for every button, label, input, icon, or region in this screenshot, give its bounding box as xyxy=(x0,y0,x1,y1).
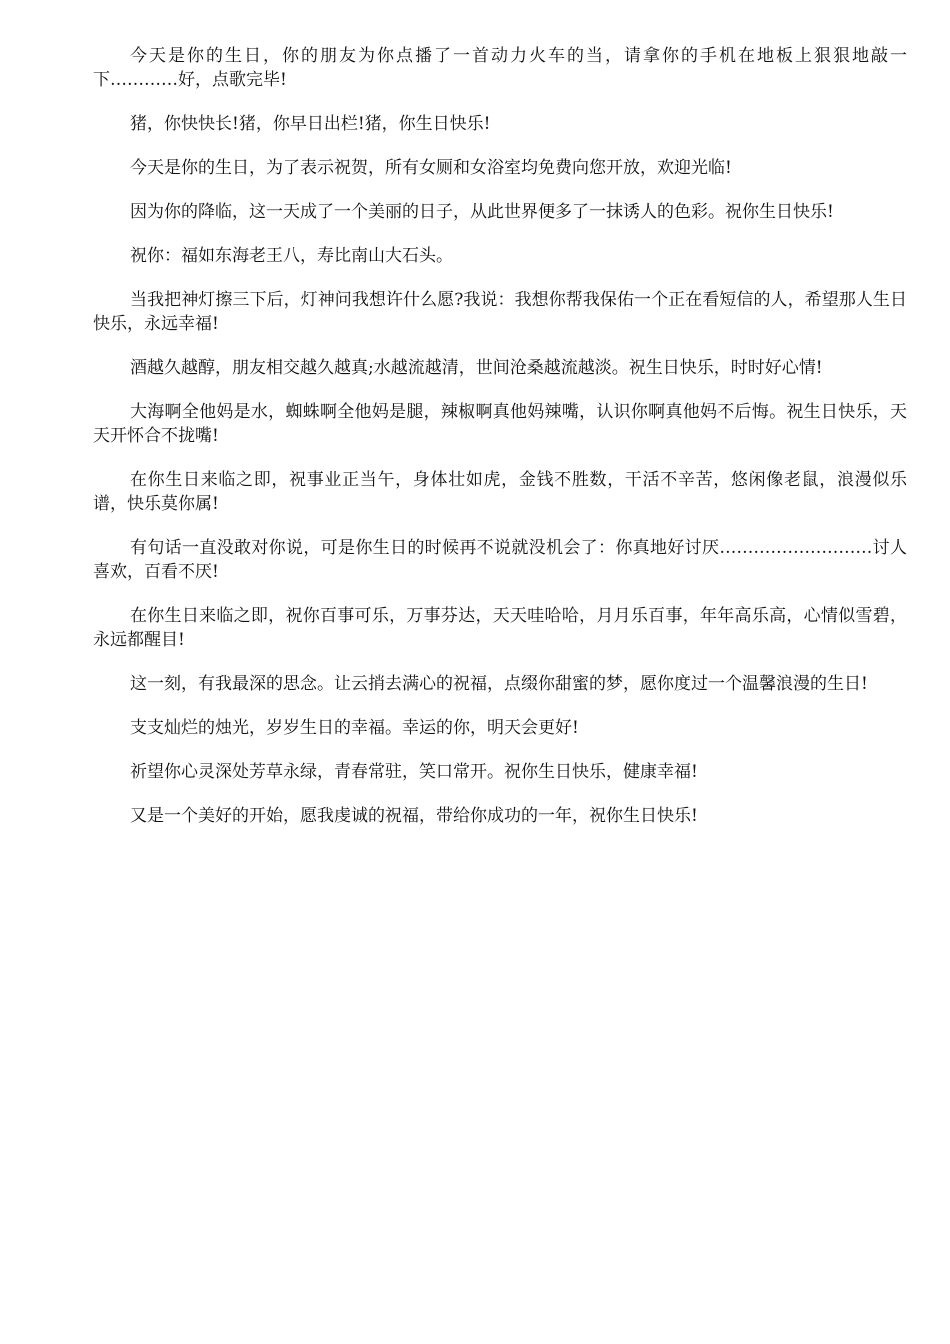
paragraph: 大海啊全他妈是水，蜘蛛啊全他妈是腿，辣椒啊真他妈辣嘴，认识你啊真他妈不后悔。祝生日快乐，天天开怀合不拢嘴! xyxy=(93,402,907,446)
document-page xyxy=(93,44,907,848)
paragraph: 这一刻，有我最深的思念。让云捎去满心的祝福，点缀你甜蜜的梦，愿你度过一个温馨浪漫的生日! xyxy=(130,674,868,694)
paragraph: 今天是你的生日，你的朋友为你点播了一首动力火车的当，请拿你的手机在地板上狠狠地敲一下…………好，点歌完毕! xyxy=(93,46,907,90)
paragraph: 又是一个美好的开始，愿我虔诚的祝福，带给你成功的一年，祝你生日快乐! xyxy=(130,806,698,826)
paragraph: 祝你：福如东海老王八，寿比南山大石头。 xyxy=(130,246,453,266)
paragraph: 在你生日来临之即，祝你百事可乐，万事芬达，天天哇哈哈，月月乐百事，年年高乐高，心情似雪碧，永远都醒目! xyxy=(93,606,907,650)
paragraph: 因为你的降临，这一天成了一个美丽的日子，从此世界便多了一抹诱人的色彩。祝你生日快乐! xyxy=(130,202,834,222)
paragraph: 酒越久越醇，朋友相交越久越真;水越流越清，世间沧桑越流越淡。祝生日快乐，时时好心情! xyxy=(130,358,823,378)
paragraph: 有句话一直没敢对你说，可是你生日的时候再不说就没机会了：你真地好讨厌………………………讨人喜欢，百看不厌! xyxy=(93,538,907,582)
paragraph: 支支灿烂的烛光，岁岁生日的幸福。幸运的你，明天会更好! xyxy=(130,718,579,738)
paragraph: 今天是你的生日，为了表示祝贺，所有女厕和女浴室均免费向您开放，欢迎光临! xyxy=(130,158,732,178)
paragraph: 祈望你心灵深处芳草永绿，青春常驻，笑口常开。祝你生日快乐，健康幸福! xyxy=(130,762,698,782)
paragraph: 当我把神灯擦三下后，灯神问我想许什么愿?我说：我想你帮我保佑一个正在看短信的人，希望那人生日快乐，永远幸福! xyxy=(93,290,907,334)
paragraph: 在你生日来临之即，祝事业正当午，身体壮如虎，金钱不胜数，干活不辛苦，悠闲像老鼠，浪漫似乐谱，快乐莫你属! xyxy=(93,470,907,514)
paragraph: 猪，你快快长!猪，你早日出栏!猪，你生日快乐! xyxy=(130,114,491,134)
